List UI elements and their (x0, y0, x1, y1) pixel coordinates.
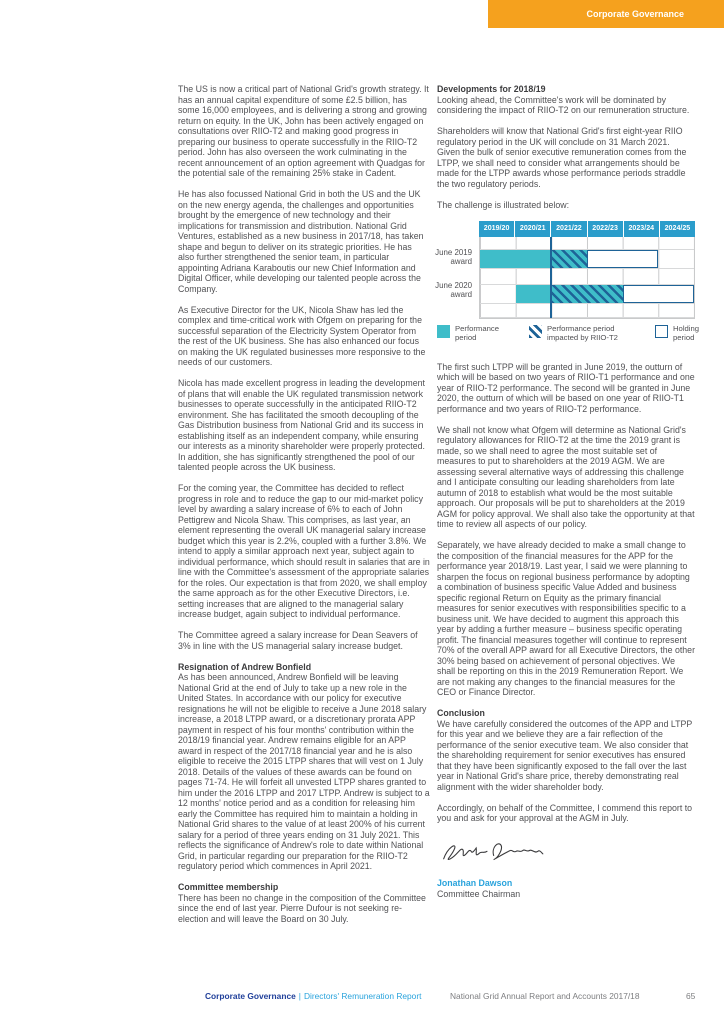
legend-swatch-performance (437, 325, 450, 338)
footer-subsection: Directors' Remuneration Report (303, 991, 422, 1001)
footer-report-title: National Grid Annual Report and Accounts 2017/18 (450, 991, 640, 1001)
paragraph: He has also focussed National Grid in both the US and the UK on the new energy agenda, the challenges and opportunities brought by the emergence of new technology and their implications for transmission and distribution. National Grid Ventures, established as a new business in 2017/18, has taken shape and begun to deliver on its strategic priorities. He has also further strengthened the senior team, in particular appointing Adriana Karaboutis our new Chief Information and Digital Officer, while developing our talented people across the Company. (178, 189, 424, 294)
chart-bar-performance-period-impacted-by-riio-t2 (551, 250, 587, 268)
paragraph: For the coming year, the Committee has decided to reflect progress in role and to reduce the gap to our mid-market policy level by awarding a salary increase of 6% to each of John Pettigrew and Nicola Shaw. This comprises, as last year, an element representing the overall UK managerial salary increase budget which this year is 2.2%, coupled with a further 3.8%. We intend to apply a similar approach next year, subject again to individual performance, which should result in salaries that are in line with the Committee's assessment of the appropriate salaries for the roles. Our expectation is that from 2020, we shall employ the same approach as for the other Executive Directors, i.e. setting increases that are aligned to the managerial salary increase budget, again subject to individual performance. (178, 483, 430, 619)
legend-label: Performance period impacted by RIIO-T2 (547, 323, 618, 342)
chart-bar-holding-period (623, 285, 694, 303)
paragraph: As has been announced, Andrew Bonfield will be leaving National Grid at the end of July to take up a new role in the United States. In accordance with our policy for executive resignations he will not be eligible to receive a June 2018 salary increase, a 2018 LTPP award, or a discretionary prorata APP payment in respect of his four months' contribution within the 2018/19 financial year. Andrew remains eligible for an APP award in respect of the 2017/18 financial year and he is also eligible to receive the 2015 LTPP shares that will vest on 1 July 2018. Details of the values of these awards can be found on pages 71-74. He will forfeit all unvested LTPP shares granted to him under the 2016 LTPP and 2017 LTPP. Andrew is subject to a 12 months' notice period and as a condition for releasing him early the Committee has required him to maintain a holding in National Grid shares to the value of at least 200% of his current salary for a period of three years ending on 31 July 2021. This reflects the significance of Andrew's role to date within National Grid, in particular regarding our preparation for the RIIO-T2 regulatory period which commences in April 2021. (178, 672, 430, 871)
chart-spacer-row (480, 304, 694, 318)
ltpp-timeline-chart (437, 221, 695, 316)
section-tab-label: Corporate Governance (586, 9, 684, 19)
chart-row-label: June 2019 award (435, 247, 472, 266)
paragraph: As Executive Director for the UK, Nicola Shaw has led the complex and time-critical work with Ofgem on preparing for the successful separation of the Electricity System Operator from the rest of the UK business. She has also enhanced our focus on making the UK regulated businesses more responsive to the needs of our customers. (178, 304, 426, 367)
paragraph: The first such LTPP will be granted in June 2019, the outturn of which will be based on two years of RIIO-T1 performance and one year of RIIO-T2 performance. The second will be granted in June 2020, the outturn of which will be based on one year of RIIO-T1 performance and two years of RIIO-T2 performance. (437, 361, 695, 414)
signature-image (437, 834, 562, 872)
signatory-name: Jonathan Dawson (437, 878, 513, 889)
paragraph: We have carefully considered the outcomes of the APP and LTPP for this year and we believe they are a fair reflection of the performance of the senior executive team. We also consider that the shareholding requirement for senior executives has ensured that they have been significantly exposed to the fall over the last year in National Grid's share price, thereby demonstrating real alignment with the wider shareholder body. (437, 718, 693, 792)
chart-column-header: 2022/23 (588, 221, 623, 237)
signatory-title: Committee Chairman (437, 888, 521, 899)
right-column (435, 84, 700, 899)
footer-breadcrumb (205, 991, 421, 1001)
paragraph: The Committee agreed a salary increase for Dean Seavers of 3% in line with the US managerial salary increase budget. (178, 630, 418, 651)
paragraph: Looking ahead, the Committee's work will be dominated by considering the impact of RIIO-T2 on our remuneration structure. (437, 94, 690, 115)
chart-column-header: 2020/21 (515, 221, 550, 237)
chart-legend (437, 323, 700, 342)
paragraph: Shareholders will know that National Grid's first eight-year RIIO regulatory period in the UK will conclude on 31 March 2021. Given the bulk of senior executive remuneration comes from the LTPP, we shall need to consider what arrangements should be made for the LTPP awards whose performance periods straddle the two regulatory periods. (437, 126, 687, 189)
chart-column-header: 2021/22 (551, 221, 586, 237)
paragraph: Nicola has made excellent progress in leading the development of plans that will enable the UK regulated transmission network businesses to operate successfully in the anticipated RIIO-T2 environment. She has facilitated the smooth decoupling of the Gas Distribution business from National Grid and its success in establishing itself as an independent company, while ensuring our interests as a minority shareholder were properly protected. In addition, she has significantly strengthened the pool of our talented people across the UK business. (178, 378, 425, 472)
chart-header-row (479, 221, 695, 237)
chart-row-label: June 2020 award (435, 280, 472, 299)
heading-resignation: Resignation of Andrew Bonfield (178, 661, 312, 672)
chart-body (479, 237, 695, 319)
chart-bar-holding-period (587, 250, 658, 268)
footer-section: Corporate Governance (205, 991, 296, 1001)
legend-swatch-impacted (529, 325, 542, 338)
paragraph: The US is now a critical part of National Grid's growth strategy. It has an annual capital expenditure of some £2.5 billion, has some 16,000 employees, and is delivering a strong and growing return on equity. In the UK, John has been actively engaged on consultations over RIIO-T2 and making good progress in preparing our business to operate successfully in the RIIO-T2 period. John has also overseen the work culminating in the recent announcement of an option agreement with Quadgas for the potential sale of the remaining 25% stake in Cadent. (178, 84, 429, 178)
legend-item (529, 324, 639, 342)
paragraph: We shall not know what Ofgem will determine as National Grid's regulatory allowances for RIIO-T2 at the time the 2019 grant is made, so we shall need to agree the most suitable set of measures to put to shareholders at the 2019 AGM. We are assessing several alternative ways of addressing this challenge and I anticipate consulting our leading shareholders from late autumn of 2018 to establish what would be the most suitable approach. Our proposals will be put to shareholders at the 2019 AGM for policy approval. We shall also take the opportunity at that time to review all aspects of our policy. (437, 424, 695, 530)
heading-developments: Developments for 2018/19 (437, 84, 546, 94)
legend-item (437, 324, 513, 342)
chart-bar-performance-period (480, 250, 551, 268)
chart-spacer-row (480, 269, 694, 285)
chart-column-header: 2024/25 (660, 221, 695, 237)
section-tab (488, 0, 724, 28)
chart-spacer-row (480, 237, 694, 250)
chart-bar-performance-period (516, 285, 552, 303)
legend-item (655, 324, 713, 342)
footer-page-number: 65 (686, 991, 696, 1001)
chart-table (479, 221, 695, 319)
heading-conclusion: Conclusion (437, 708, 485, 719)
chart-column-header: 2023/24 (624, 221, 659, 237)
chart-row-labels (437, 221, 475, 316)
chart-bar-row (480, 250, 694, 269)
footer-separator: | (298, 991, 301, 1001)
chart-bar-row (480, 285, 694, 304)
paragraph: Separately, we have already decided to make a small change to the composition of the financial measures for the APP for the performance year 2018/19. Last year, I said we were planning to sharpen the focus on regional business performance by adopting a combination of business specific Value Added and business specific regional Return on Equity as the primary financial measures for senior executives with responsibilities specific to a business unit. We have decided to augment this approach this year by adding a further measure – business specific operating profit. The financial measures together will continue to represent 70% of the overall APP award for all Executive Directors, the other 30% being based on achievement of personal objectives. We shall be reporting on this in the 2019 Remuneration Report. We are not making any changes to the financial measures for the CEO or Finance Director. (437, 540, 696, 698)
paragraph: Accordingly, on behalf of the Committee, I commend this report to you and ask for your approval at the AGM in July. (437, 802, 693, 824)
legend-swatch-holding (655, 325, 668, 338)
heading-committee-membership: Committee membership (178, 882, 279, 892)
paragraph: There has been no change in the composition of the Committee since the end of last year. Pierre Dufour is not seeking re-election and will leave the Board on 30 July. (178, 892, 426, 924)
chart-bar-performance-period-impacted-by-riio-t2 (551, 285, 622, 303)
left-column (178, 84, 430, 935)
legend-label: Performance period (455, 323, 500, 342)
regulatory-boundary-line (550, 237, 552, 318)
chart-intro-text: The challenge is illustrated below: (437, 199, 570, 210)
legend-label: Holding period (673, 323, 700, 342)
chart-column-header: 2019/20 (479, 221, 514, 237)
